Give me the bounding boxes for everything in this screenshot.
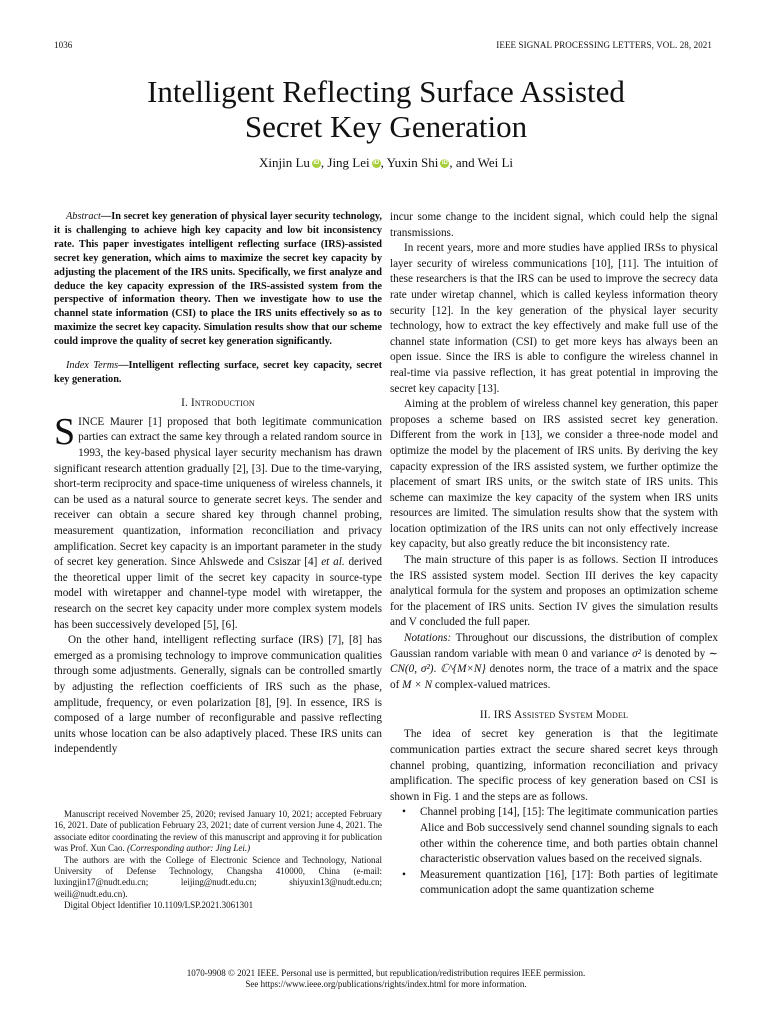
abstract-text: In secret key generation of physical layer security technology, it is challenging to achieve high key capacity and low bit inconsistency rate. This paper investigates intelligent reflecting surface (IRS)-assisted secret key generation, which aims to maximize the secret key capacity by adjusting the placement of the IRS units. Specifically, we first analyze and deduce the key capacity expression of the IRS-assisted system from the perspective of information theory. Then we investigate how to use the channel state information (CSI) to place the IRS units effectively so as to maximize the secret key capacity. Simulation results show that our scheme could improve the quality of secret key generation significantly. bbox=[54, 211, 382, 348]
journal-header: IEEE SIGNAL PROCESSING LETTERS, VOL. 28, 2021 bbox=[496, 40, 712, 50]
intro-paragraph-5: The main structure of this paper is as follows. Section II introduces the IRS assisted system model. Section III derives the key capacity analytical formula for the system and proposes an optimization scheme for the placement of IRS units. Section IV gives the simulation results and V concluded the full paper. bbox=[390, 554, 718, 629]
math-complex-space: ℂ^{M×N} bbox=[440, 663, 486, 676]
footnote bbox=[54, 809, 382, 912]
footer-copyright: 1070-9908 © 2021 IEEE. Personal use is permitted, but republication/redistribution requires IEEE permission. bbox=[186, 968, 586, 978]
list-item: • Measurement quantization [16], [17]: Both parties of legitimate communication adopt the same quantization scheme bbox=[390, 868, 718, 899]
drop-cap: S bbox=[54, 410, 76, 453]
section-heading-system-model: II. IRS Assisted System Model bbox=[479, 709, 629, 722]
page-number: 1036 bbox=[54, 40, 73, 50]
paragraph-text: derived the theoretical upper limit of the secret key capacity in source-type model with wiretapper and channel-type model with wiretapper, the research on the secret key capacity under more complex system models has been successively developed [5], [6]. bbox=[54, 556, 383, 631]
footnote-text: Manuscript received November 25, 2020; revised January 10, 2021; accepted February 16, 2021. Date of publication February 23, 2021; date of current version June 4, 2021. The associate editor coordinating the review of this manuscript and approving it for publication was Prof. Xun Cao. bbox=[54, 809, 382, 854]
abstract-label: Abstract bbox=[66, 211, 101, 222]
index-terms: Index Terms—Intelligent reflecting surface, secret key capacity, secret key generation. bbox=[54, 360, 382, 385]
title-line-1: Intelligent Reflecting Surface Assisted bbox=[147, 74, 625, 109]
footnote-affiliation: The authors are with the College of Electronic Science and Technology, National University of Defense Technology, Changsha 410000, China (e-mail: luxingjin17@nudt.edu.cn; leijing@nudt.edu.cn; shiyuxin13@nudt.edu.cn; weili@nudt.edu.cn). bbox=[54, 854, 382, 899]
paper-title bbox=[54, 74, 718, 144]
author-name: Yuxin Shi bbox=[386, 155, 439, 170]
index-terms-label: Index Terms bbox=[66, 360, 119, 372]
section-heading-introduction: I. Introduction bbox=[181, 396, 255, 409]
author-list bbox=[54, 155, 718, 171]
intro-paragraph-1 bbox=[54, 410, 383, 633]
math-mn: M × N bbox=[402, 678, 433, 691]
abstract: Abstract—In secret key generation of physical layer security technology, it is challenging to achieve high key capacity and low bit inconsistency rate. This paper investigates intelligent reflecting surface (IRS)-assisted secret key generation, which aims to maximize the secret key capacity by adjusting the placement of the IRS units. Specifically, we first analyze and deduce the key capacity expression of the IRS-assisted system from the perspective of information theory. Then we investigate how to use the channel state information (CSI) to place the IRS units effectively so as to maximize the secret key capacity. Simulation results show that our scheme could improve the quality of secret key generation significantly. bbox=[54, 211, 382, 348]
paragraph-text: complex-valued matrices. bbox=[432, 678, 551, 691]
intro-paragraph-4: Aiming at the problem of wireless channel key generation, this paper proposes a scheme based on IRS assisted secret key generation. Different from the work in [13], we consider a three-node model and optimize the model by the placement of IRS units. By deriving the key capacity expression of the IRS assisted system, we further optimize the placement of smart IRS units, or the switch state of IRS units. This scheme can maximize the key capacity of the system when IRS units resources are limited. The simulation results show that the system with location optimization of the IRS units can not only effectively increase key capacity, but also greatly reduce the bit inconsistency rate. bbox=[390, 398, 718, 551]
title-line-2: Secret Key Generation bbox=[244, 109, 528, 144]
intro-paragraph-3: In recent years, more and more studies have applied IRSs to physical layer security of wireless communications [10], [11]. The intuition of these researchers is that the IRS can be used to improve the secrecy data rate under wiretap channel, which is called keyless information theory security [12]. In the key generation of the physical layer security technology, how to extract the key effectively and make full use of the channel state information (CSI) to get more keys has always been an open issue. Since the IRS is able to configure the wireless channel in real-time via passive reflection, it has great potential in improving the secret key capacity [13]. bbox=[390, 242, 718, 395]
math-cn: ∼ CN(0, σ²) bbox=[390, 647, 718, 676]
orcid-icon[interactable]: iD bbox=[441, 160, 448, 166]
footnote-manuscript bbox=[54, 809, 382, 855]
notations-paragraph bbox=[390, 631, 718, 693]
steps-list bbox=[390, 805, 718, 899]
paragraph-text: Maurer [1] proposed that both legitimate communication parties can extract the same key through a related random source in 1993, the key-based physical layer security mechanism has drawn significant research attention gradually [2], [3]. Due to the time-varying, short-term reciprocity and space-time uniqueness of wireless channels, it can be used as a natural source to generate secret keys. The sender and receiver can obtain a secure shared key through channel probing, measurement quantization, information reconciliation and privacy amplification. Secret key capacity is an important parameter in the study of secret key generation. Since Ahlswede and Csiszar [4] bbox=[54, 415, 382, 569]
footnote-doi: Digital Object Identifier 10.1109/LSP.2021.3061301 bbox=[64, 900, 254, 911]
paragraph-text: is denoted by bbox=[640, 647, 709, 660]
author-separator: , bbox=[320, 155, 328, 170]
right-column bbox=[390, 210, 718, 899]
paragraph-text: Throughout our discussions, the distribution of complex Gaussian random variable with mean 0 and variance bbox=[390, 632, 718, 660]
orcid-icon[interactable]: iD bbox=[313, 160, 320, 166]
orcid-icon[interactable]: iD bbox=[373, 160, 380, 166]
intro-paragraph-2-cont: incur some change to the incident signal, which could help the signal transmissions. bbox=[390, 211, 718, 239]
footer-rights-link[interactable]: See https://www.ieee.org/publications/rights/index.html for more information. bbox=[245, 979, 527, 989]
intro-paragraph-2: On the other hand, intelligent reflecting surface (IRS) [7], [8] has emerged as a promising technology to improve communication qualities through some adjustments. Generally, signals can be controlled smartly by adjusting the reflection coefficients of IRS such as the phase, amplitude, frequency, or even polarization [8], [9]. In essence, IRS is composed of a large number of reconfigurable and passive reflecting units whose location can be also adaptively placed. These IRS units can independently bbox=[54, 634, 382, 756]
author-name: Jing Lei bbox=[327, 155, 370, 170]
paragraph-text: . bbox=[433, 663, 441, 676]
paragraph-text: denotes norm, the trace of a matrix and the space of bbox=[390, 663, 719, 691]
left-column bbox=[54, 210, 382, 758]
author-name: Xinjin Lu bbox=[258, 155, 310, 170]
notations-label: Notations: bbox=[404, 632, 452, 645]
index-terms-text: Intelligent reflecting surface, secret key capacity, secret key generation. bbox=[54, 360, 382, 385]
first-word: INCE bbox=[78, 415, 105, 428]
copyright-footer bbox=[54, 968, 718, 990]
et-al: et al. bbox=[321, 556, 345, 569]
author-separator: , bbox=[380, 155, 387, 170]
corresponding-author: (Corresponding author: Jing Lei.) bbox=[127, 843, 251, 854]
math-sigma: σ² bbox=[632, 647, 641, 660]
author-separator: , and Wei Li bbox=[449, 155, 514, 170]
system-model-paragraph: The idea of secret key generation is that the legitimate communication parties extract the secure shared secret keys through channel probing, quantizing, information reconciliation and privacy amplification. The specific process of key generation based on CSI is shown in Fig. 1 and the steps are as follows. bbox=[390, 728, 718, 803]
list-item: • Channel probing [14], [15]: The legitimate communication parties Alice and Bob successively send channel sounding signals to each other within the coherence time, and both parties obtain channel characteristic observation values based on the received signals. bbox=[390, 805, 718, 867]
